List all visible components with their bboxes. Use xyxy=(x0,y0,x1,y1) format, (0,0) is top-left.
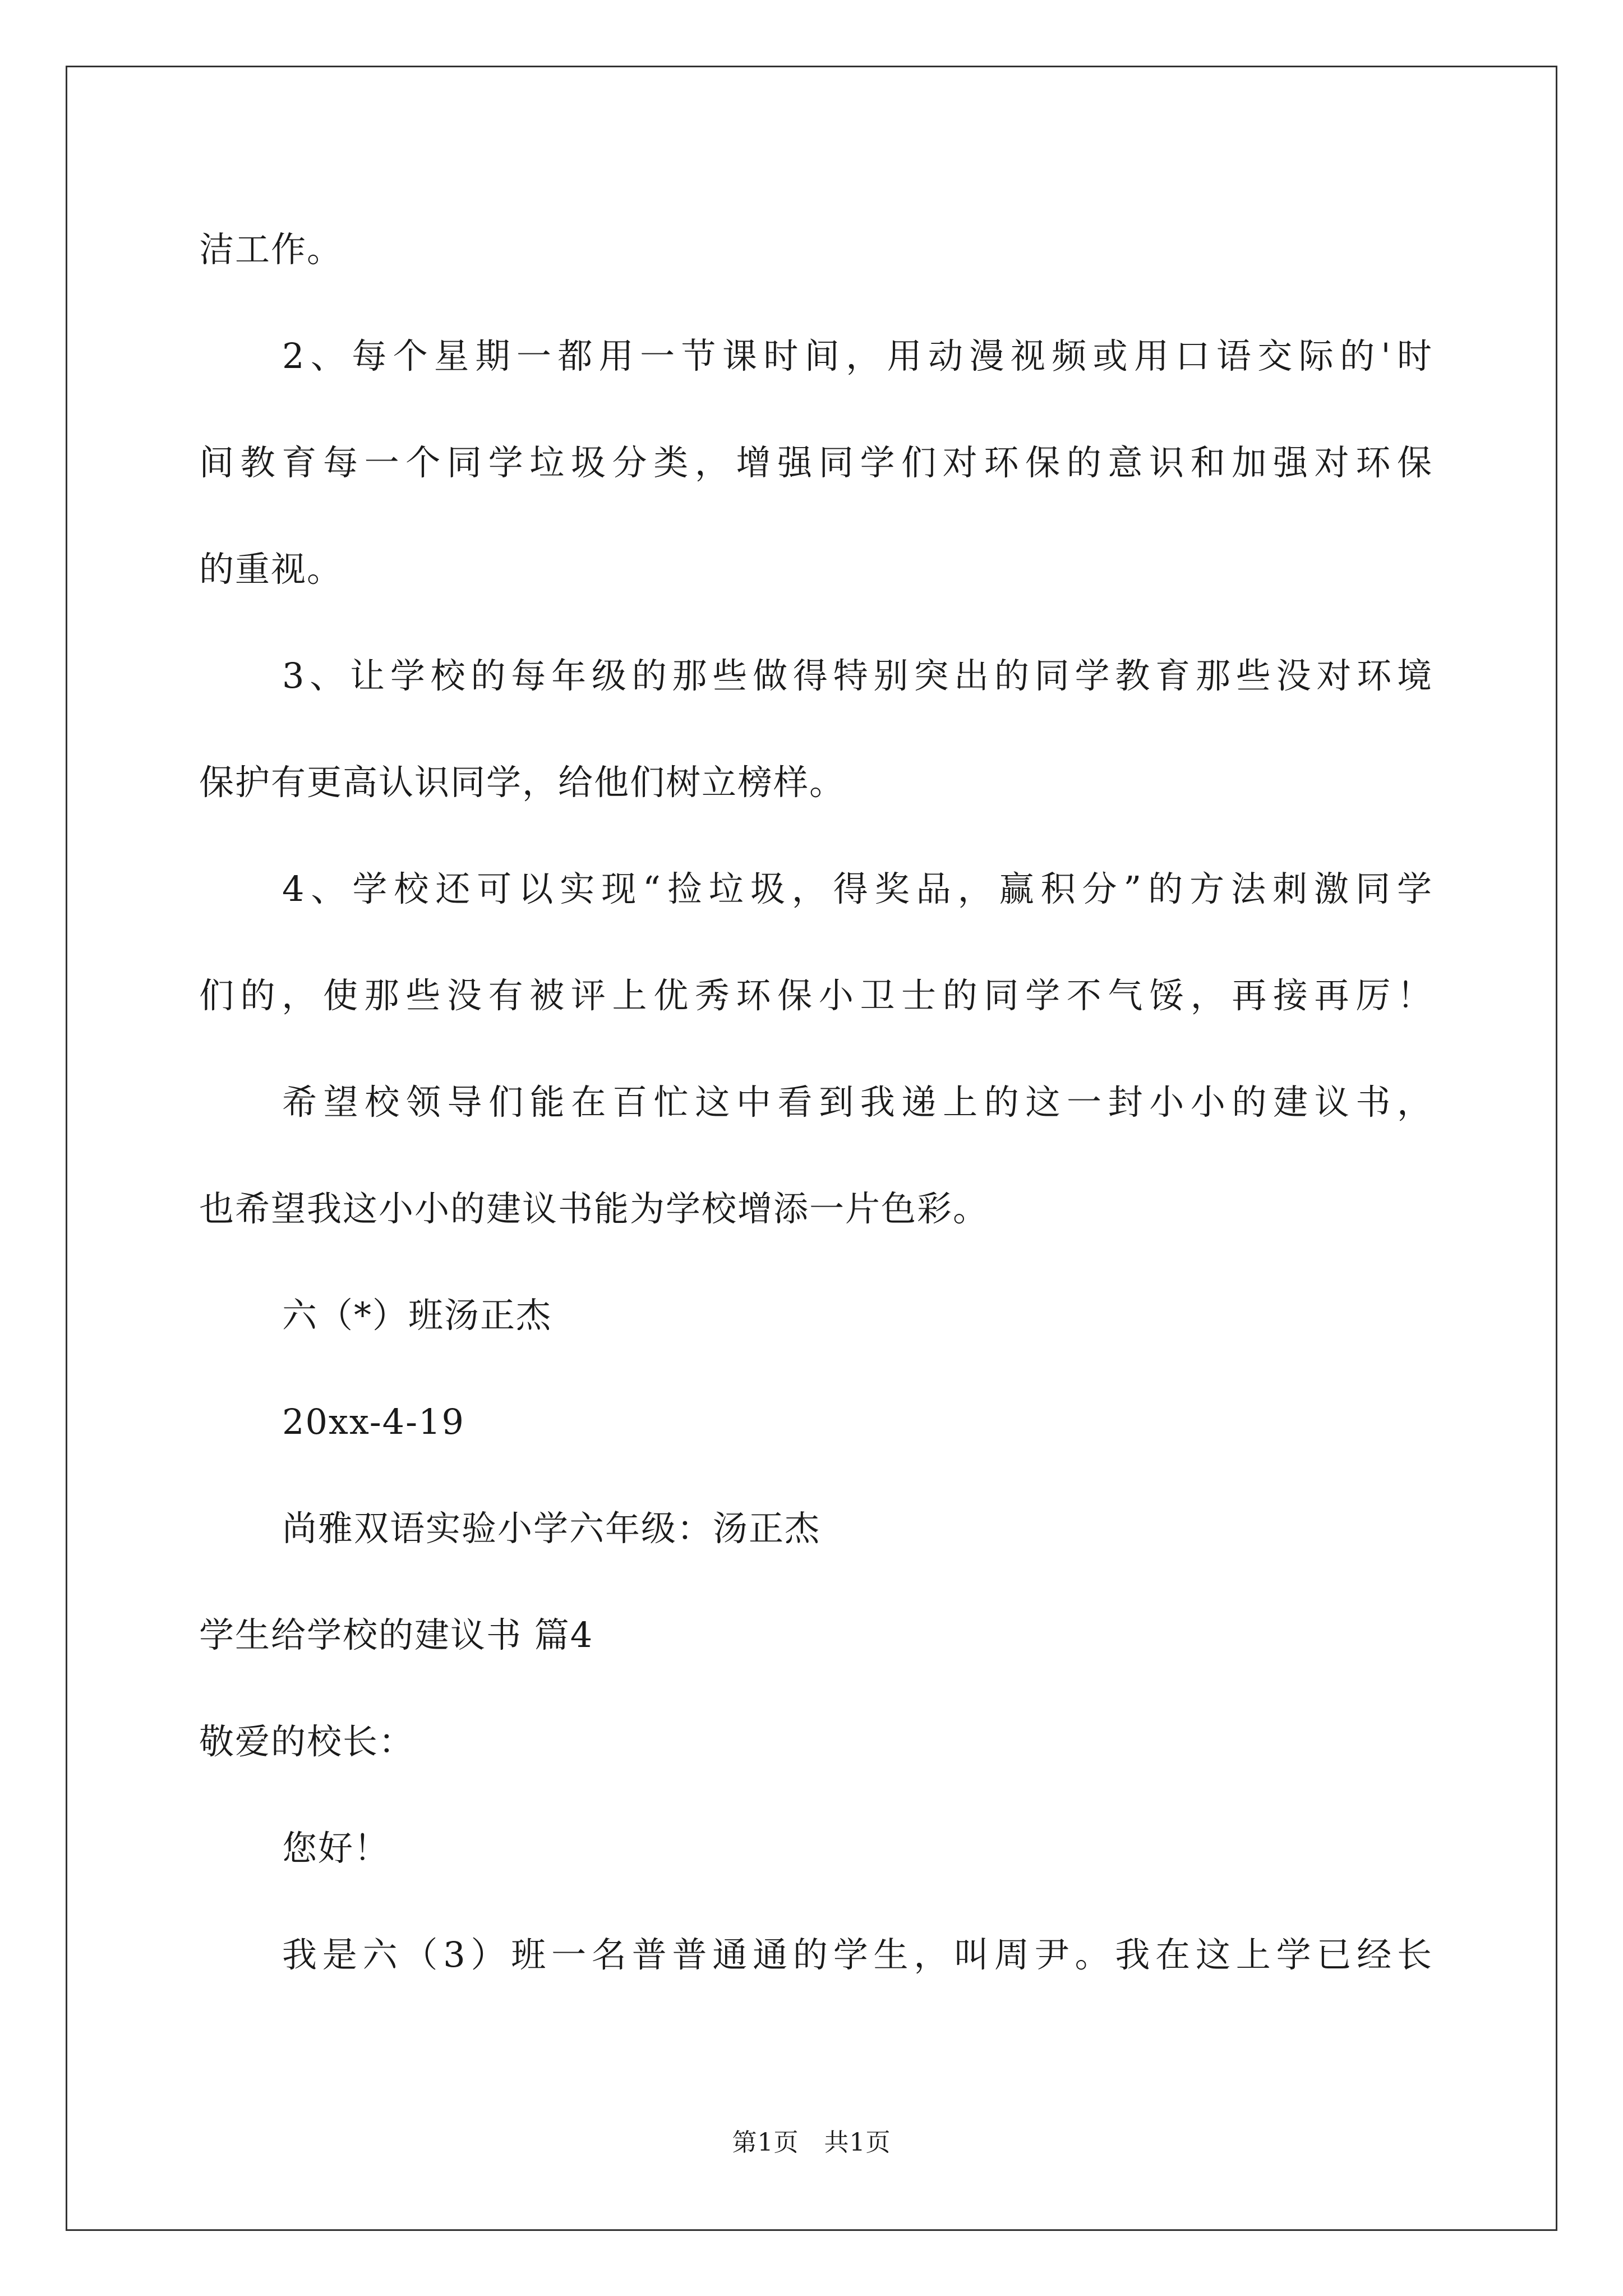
text-line: 4、学校还可以实现“捡垃圾，得奖品，赢积分”的方法刺激同学 xyxy=(282,868,1433,909)
text-line: 3、让学校的每年级的那些做得特别突出的同学教育那些没对环境 xyxy=(282,655,1433,696)
text-line: 我是六（3）班一名普普通通的学生，叫周尹。我在这上学已经长 xyxy=(282,1934,1433,1975)
page-footer: 第1页 共1页 xyxy=(732,2128,891,2157)
text-line: 洁工作。 xyxy=(199,229,343,270)
text-line: 2、每个星期一都用一节课时间，用动漫视频或用口语交际的'时 xyxy=(282,335,1433,376)
text-line: 的重视。 xyxy=(199,549,343,590)
signature-class: 六（*）班汤正杰 xyxy=(282,1295,552,1336)
text-line: 们的，使那些没有被评上优秀环保小卫士的同学不气馁，再接再厉！ xyxy=(199,975,1433,1016)
text-line: 间教育每一个同学垃圾分类，增强同学们对环保的意识和加强对环保 xyxy=(199,442,1433,483)
signature-date: 20xx-4-19 xyxy=(282,1401,465,1442)
text-line: 保护有更高认识同学，给他们树立榜样。 xyxy=(199,762,846,803)
signature-school: 尚雅双语实验小学六年级：汤正杰 xyxy=(282,1508,821,1549)
text-line: 希望校领导们能在百忙这中看到我递上的这一封小小的建议书， xyxy=(282,1082,1433,1122)
text-line: 也希望我这小小的建议书能为学校增添一片色彩。 xyxy=(199,1188,989,1229)
page-border xyxy=(66,66,1557,2231)
section-heading: 学生给学校的建议书 篇4 xyxy=(199,1614,594,1655)
salutation: 敬爱的校长： xyxy=(199,1721,415,1762)
greeting: 您好！ xyxy=(282,1828,390,1869)
